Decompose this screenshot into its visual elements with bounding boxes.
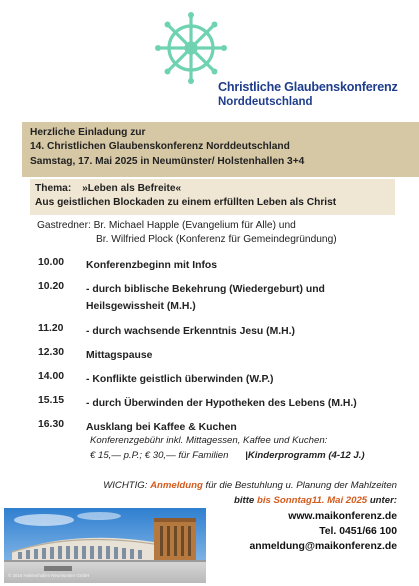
theme-label: Thema: (35, 183, 72, 194)
theme-subtitle: Aus geistlichen Blockaden zu einem erfüllten Leben als Christ (35, 197, 337, 208)
program-item (38, 371, 398, 395)
organization-name (218, 80, 398, 109)
website-link[interactable]: www.maikonferenz.de (288, 511, 397, 522)
phone-number: Tel. 0451/66 100 (319, 526, 397, 537)
program-item (38, 347, 398, 371)
program-time: 16.30 (38, 419, 65, 430)
invitation-line3: Samstag, 17. Mai 2025 in Neumünster/ Holstenhallen 3+4 (30, 155, 305, 167)
theme-box (30, 179, 395, 215)
photo-credit: © 2016 Holstenhallen Neumünster GmbH (8, 573, 90, 578)
invitation-line2: 14. Christlichen Glaubenskonferenz Norddeutschland (30, 141, 290, 153)
speaker-2: Br. Wilfried Plock (Konferenz für Gemeindegründung) (96, 233, 337, 245)
theme-title: »Leben als Befreite« (82, 183, 182, 194)
program-schedule (38, 257, 398, 443)
registration-text: für die Bestuhlung u. Planung der Mahlzeiten (205, 480, 397, 491)
org-region: Norddeutschland (218, 96, 313, 108)
program-time: 11.20 (38, 323, 64, 334)
fees-info (90, 434, 365, 463)
program-desc: - durch Überwinden der Hypotheken des Lebens (M.H.) (86, 398, 357, 409)
program-desc: Mittagspause (86, 350, 153, 361)
program-desc: - Konflikte geistlich überwinden (W.P.) (86, 374, 274, 385)
program-time: 14.00 (38, 371, 65, 382)
invitation-banner (22, 122, 419, 177)
registration-deadline: bis Sonntag11. Mai 2025 (256, 494, 368, 506)
venue-photo (4, 508, 206, 583)
registration-info (103, 479, 397, 508)
fees-line1: Konferenzgebühr inkl. Mittagessen, Kaffee und Kuchen: (90, 435, 328, 446)
program-item (38, 281, 398, 323)
registration-unter: unter: (369, 494, 397, 506)
program-time: 15.15 (38, 395, 65, 406)
email-link[interactable]: anmeldung@maikonferenz.de (249, 541, 397, 552)
fees-prices: € 15,— p.P.; € 30,— für Familien (90, 449, 229, 461)
ships-wheel-icon (155, 12, 227, 84)
program-desc: Konferenzbeginn mit Infos (86, 260, 218, 271)
warning-label: WICHTIG: (103, 480, 148, 491)
contact-info (249, 509, 397, 554)
kids-program: |Kinderprogramm (4-12 J.) (245, 449, 365, 461)
program-time: 10.00 (38, 257, 65, 268)
program-desc: Ausklang bei Kaffee & Kuchen (86, 422, 237, 433)
program-desc-line: Heilsgewissheit (M.H.) (86, 301, 196, 312)
program-item (38, 323, 398, 347)
program-time: 12.30 (38, 347, 65, 358)
registration-highlight: Anmeldung (150, 480, 203, 491)
program-item (38, 395, 398, 419)
speaker-1: Br. Michael Happle (Evangelium für Alle) und (93, 220, 296, 231)
speakers-label: Gastredner: (37, 220, 91, 231)
invitation-line1: Herzliche Einladung zur (30, 127, 146, 138)
speakers (37, 219, 337, 246)
org-title: Christliche Glaubenskonferenz (218, 80, 398, 94)
program-time: 10.20 (38, 281, 65, 292)
registration-bitte: bitte (234, 494, 255, 506)
program-desc-line: - durch biblische Bekehrung (Wiedergeburt) und (86, 284, 325, 295)
program-desc: - durch wachsende Erkenntnis Jesu (M.H.) (86, 326, 296, 337)
program-item (38, 257, 398, 281)
program-desc (86, 281, 325, 315)
